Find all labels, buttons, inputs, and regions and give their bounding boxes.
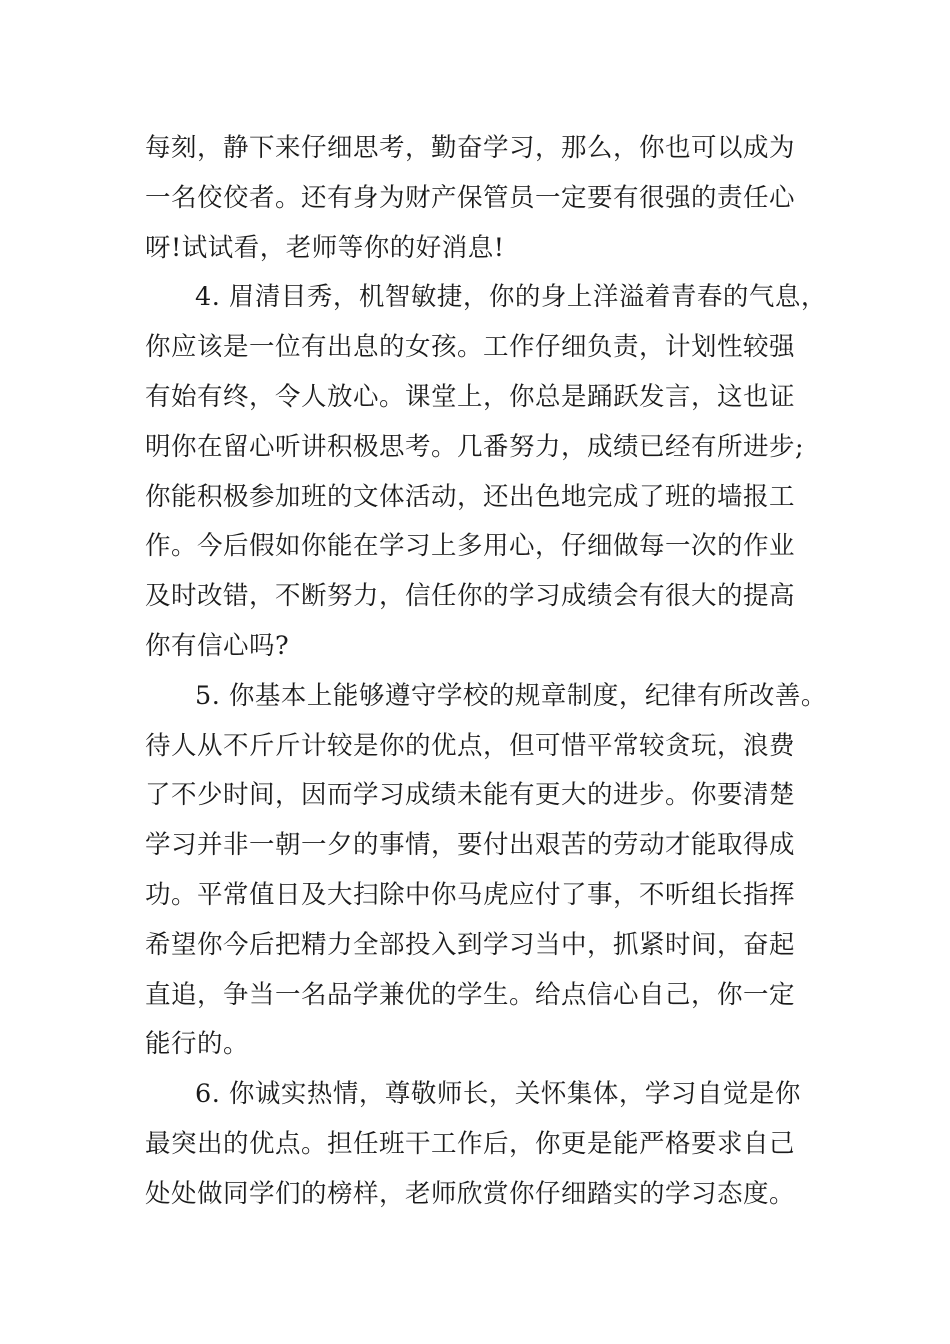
- text-line: 明你在留心听讲积极思考。几番努力，成绩已经有所进步;: [145, 431, 805, 462]
- text-line: 你应该是一位有出息的女孩。工作仔细负责，计划性较强: [145, 332, 796, 363]
- paragraph-4-start: 4. 眉清目秀，机智敏捷，你的身上洋溢着青春的气息，: [195, 282, 827, 313]
- text-line: 能行的。: [145, 1029, 250, 1060]
- text-line: 处处做同学们的榜样，老师欣赏你仔细踏实的学习态度。: [145, 1178, 796, 1209]
- text-line: 功。平常值日及大扫除中你马虎应付了事，不听组长指挥: [145, 879, 796, 910]
- text-line: 你能积极参加班的文体活动，还出色地完成了班的墙报工: [145, 481, 796, 512]
- text-line: 学习并非一朝一夕的事情，要付出艰苦的劳动才能取得成: [145, 830, 796, 861]
- text-line: 每刻，静下来仔细思考，勤奋学习，那么，你也可以成为: [145, 133, 796, 163]
- paragraph-6-start: 6. 你诚实热情，尊敬师长，关怀集体，学习自觉是你: [195, 1079, 801, 1110]
- text-line: 有始有终，令人放心。课堂上，你总是踊跃发言，这也证: [145, 381, 796, 412]
- text-line: 呀!试试看，老师等你的好消息!: [145, 232, 505, 263]
- text-line: 希望你今后把精力全部投入到学习当中，抓紧时间，奋起: [145, 929, 796, 960]
- paragraph-5-start: 5. 你基本上能够遵守学校的规章制度，纪律有所改善。: [195, 680, 827, 711]
- text-line: 直追，争当一名品学兼优的学生。给点信心自己，你一定: [145, 979, 796, 1010]
- text-line: 及时改错，不断努力，信任你的学习成绩会有很大的提高: [145, 581, 796, 612]
- text-line: 待人从不斤斤计较是你的优点，但可惜平常较贪玩，浪费: [145, 730, 796, 761]
- text-line: 了不少时间，因而学习成绩未能有更大的进步。你要清楚: [145, 780, 796, 811]
- text-line: 作。今后假如你能在学习上多用心，仔细做每一次的作业: [145, 531, 796, 562]
- document-body: [145, 124, 845, 1220]
- text-line: 最突出的优点。担任班干工作后，你更是能严格要求自己: [145, 1128, 796, 1159]
- text-line: 一名佼佼者。还有身为财产保管员一定要有很强的责任心: [145, 182, 796, 213]
- text-line: 你有信心吗?: [145, 630, 290, 661]
